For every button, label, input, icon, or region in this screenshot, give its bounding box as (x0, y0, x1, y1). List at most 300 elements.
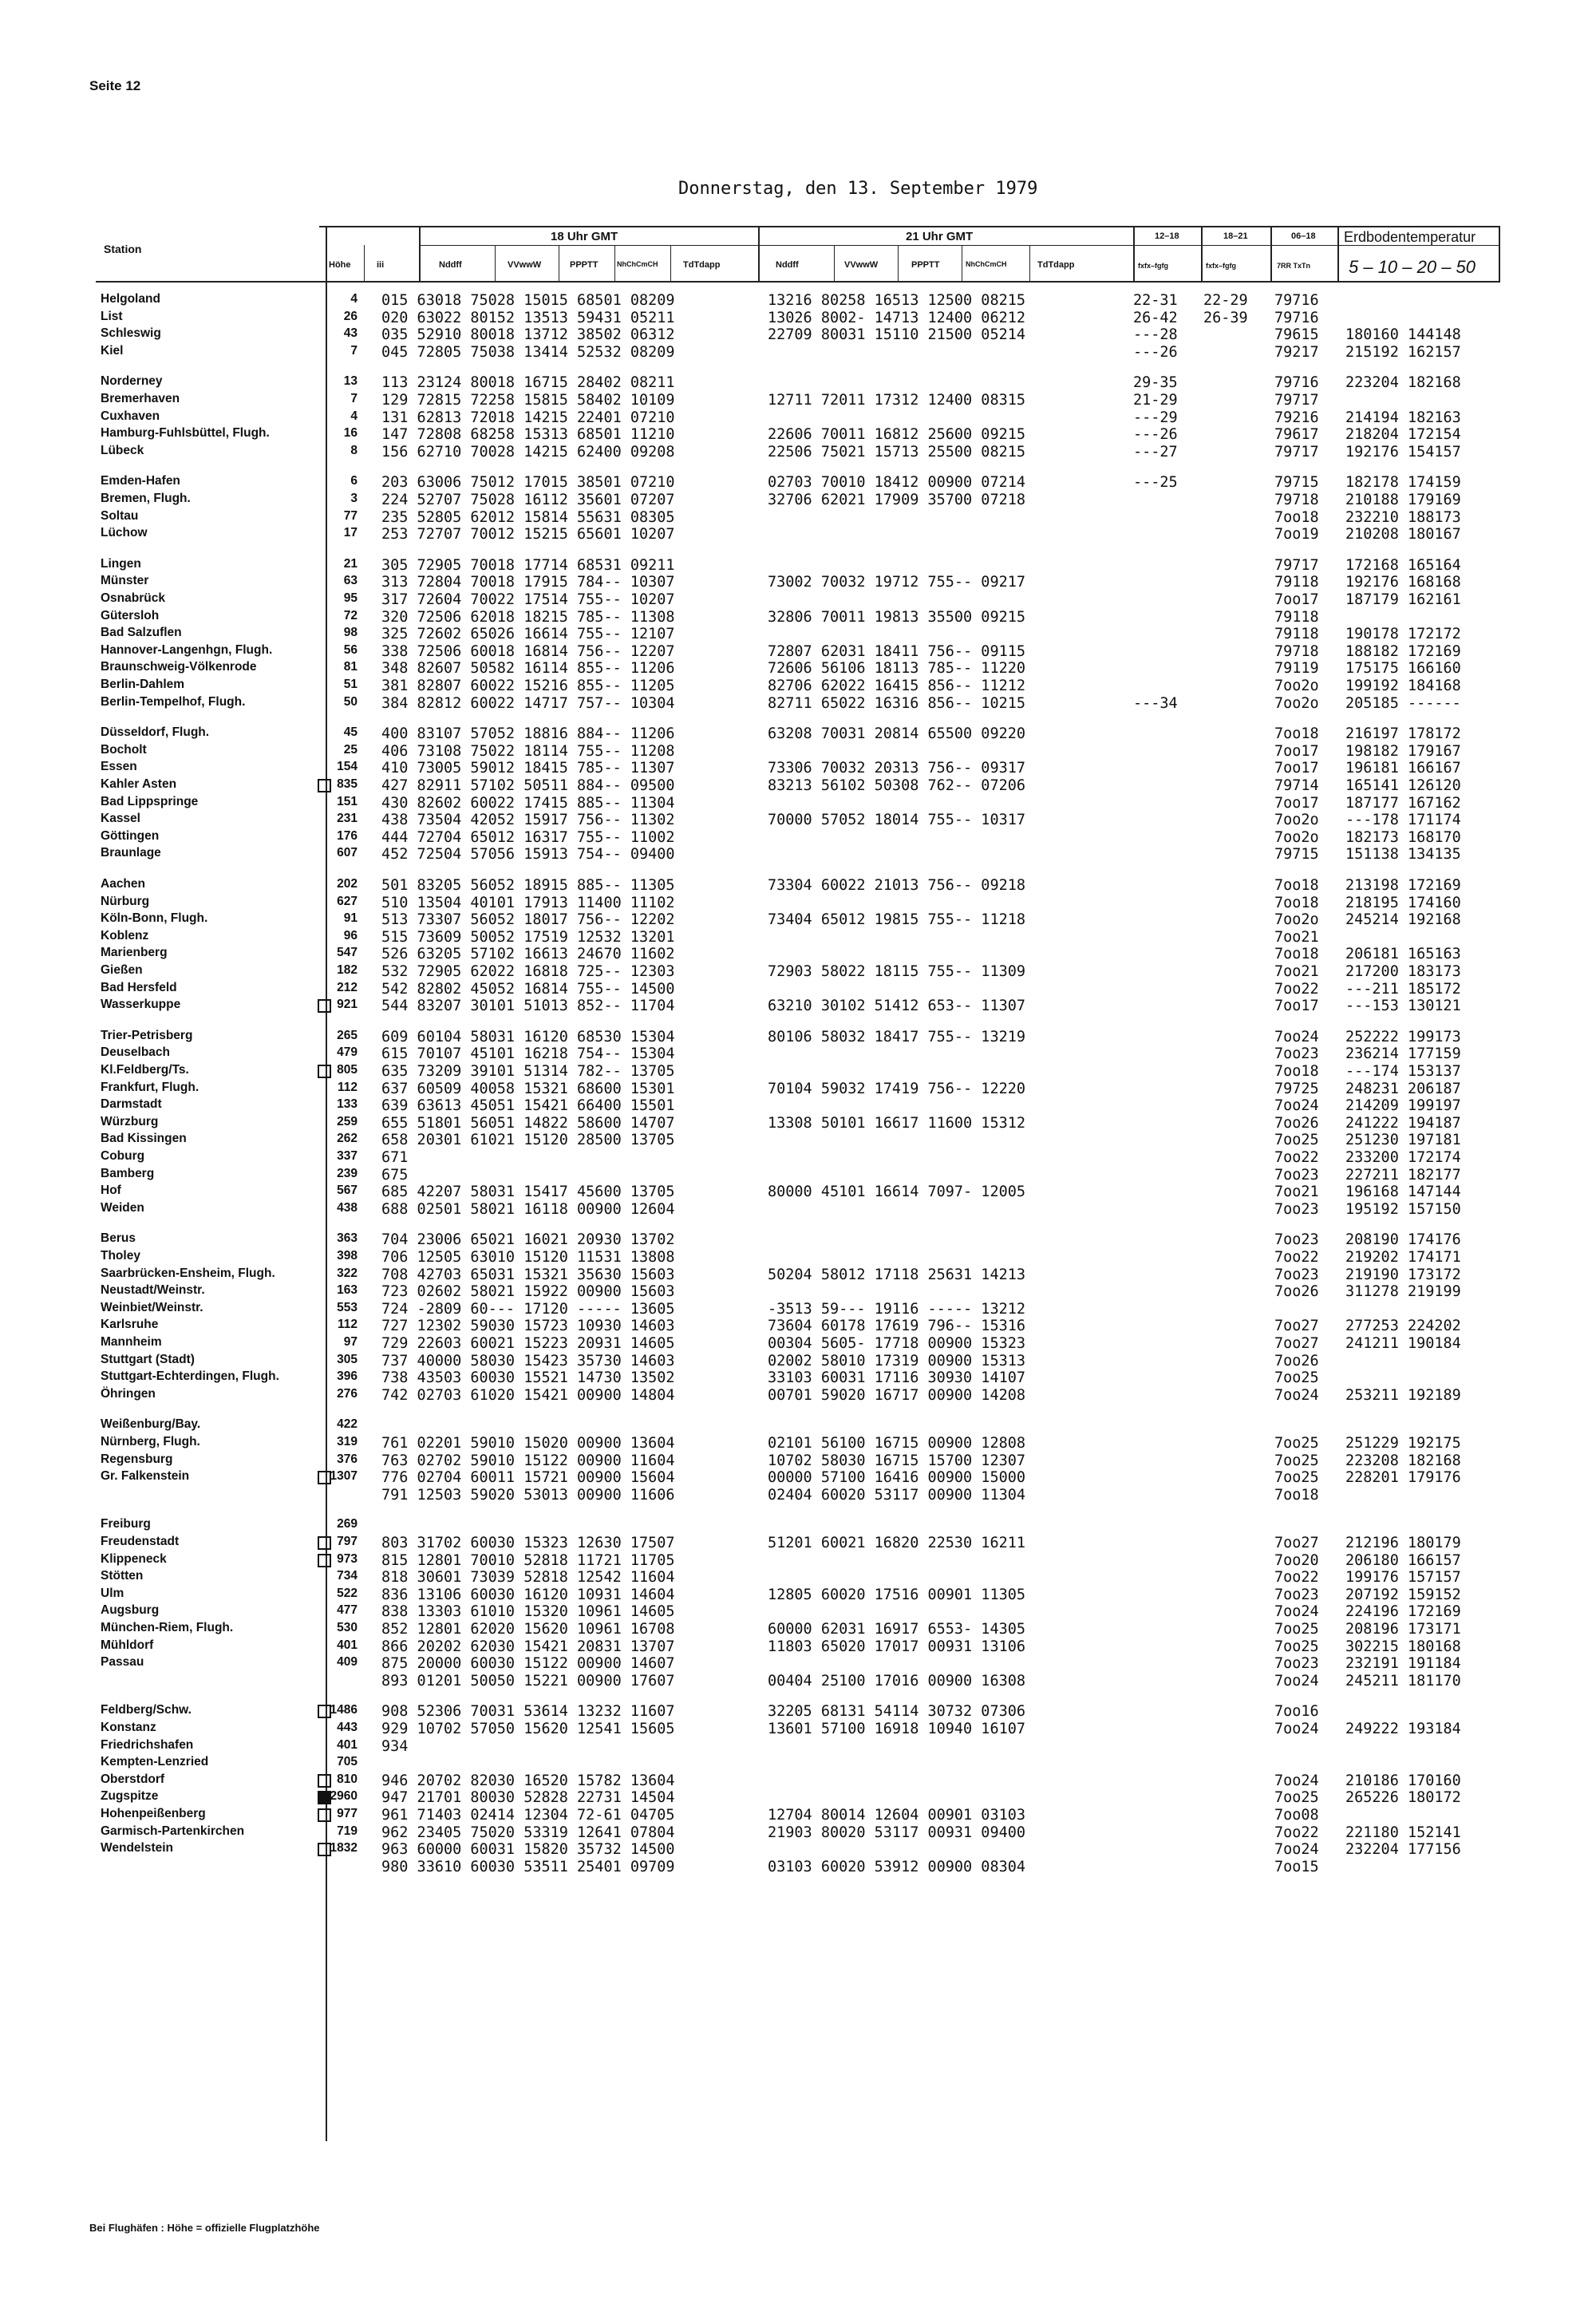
station-name-text: Essen (101, 760, 137, 773)
station-name-text: Berlin-Dahlem (101, 678, 185, 691)
group-06-18: 7oo25 (1274, 1621, 1319, 1638)
station-height: 133 (337, 1097, 358, 1111)
station-name (101, 1231, 324, 1246)
wind-18-21: 26-39 (1203, 310, 1248, 326)
obs-18-gmt: 685 42207 58031 15417 45600 13705 (381, 1184, 675, 1200)
soil-temperature: ---211 185172 (1345, 981, 1461, 998)
obs-21-gmt: 73002 70032 19712 755-- 09217 (768, 574, 1026, 591)
obs-21-gmt: 13026 8002- 14713 12400 06212 (768, 310, 1026, 326)
station-name-text: Kiel (101, 344, 124, 358)
soil-temperature: 232191 191184 (1345, 1655, 1461, 1672)
station-name (101, 812, 324, 826)
station-height: 4 (350, 292, 358, 306)
station-name-text: Augsburg (101, 1603, 160, 1617)
station-name (101, 344, 324, 358)
station-name (101, 1535, 324, 1549)
soil-temperature: 253211 192189 (1345, 1387, 1461, 1404)
obs-21-gmt: 32706 62021 17909 35700 07218 (768, 492, 1026, 508)
soil-temperature: 221180 152141 (1345, 1824, 1461, 1841)
station-name-text: Münster (101, 574, 149, 587)
station-name-text: Nürburg (101, 895, 150, 908)
station-name (101, 643, 324, 658)
obs-18-gmt: 963 60000 60031 15820 35732 14500 (381, 1841, 675, 1858)
group-06-18: 7oo21 (1274, 929, 1319, 946)
group-06-18: 7oo2o (1274, 812, 1319, 828)
obs-18-gmt: 015 63018 75028 15015 68501 08209 (381, 292, 675, 309)
soil-temperature: 219190 173172 (1345, 1267, 1461, 1283)
report-date: Donnerstag, den 13. September 1979 (678, 179, 1038, 199)
station-height: 231 (337, 812, 358, 825)
group-06-18: 7oo17 (1274, 795, 1319, 812)
obs-18-gmt: 526 63205 57102 16613 24670 11602 (381, 946, 675, 962)
soil-temperature: 207192 159152 (1345, 1587, 1461, 1603)
station-height: 530 (337, 1621, 358, 1634)
station-name (101, 1703, 324, 1717)
group-06-18: 7oo17 (1274, 760, 1319, 777)
station-height: 398 (337, 1249, 358, 1263)
station-name (101, 326, 324, 341)
obs-18-gmt: 742 02703 61020 15421 00900 14804 (381, 1387, 675, 1404)
station-height: 319 (337, 1435, 358, 1448)
station-name (101, 963, 324, 978)
soil-temperature: 217200 183173 (1345, 963, 1461, 980)
wind-18-21: 22-29 (1203, 292, 1248, 309)
wind-12-18: ---26 (1133, 344, 1178, 361)
soil-temperature: 199176 157157 (1345, 1569, 1461, 1586)
obs-21-gmt: 12704 80014 12604 00901 03103 (768, 1807, 1026, 1824)
soil-temperature: 175175 166160 (1345, 660, 1461, 677)
station-name-text: München-Riem, Flugh. (101, 1621, 234, 1634)
station-name (101, 1517, 324, 1531)
group-06-18: 7oo26 (1274, 1283, 1319, 1300)
obs-18-gmt: 313 72804 70018 17915 784-- 10307 (381, 574, 675, 591)
group-06-18: 79716 (1274, 374, 1319, 391)
station-name-text: Aachen (101, 877, 145, 891)
station-name-text: Bocholt (101, 743, 147, 757)
obs-18-gmt: 510 13504 40101 17913 11400 11102 (381, 895, 675, 911)
station-name (101, 1469, 324, 1484)
soil-temperature: 192176 168168 (1345, 574, 1461, 591)
soil-temperature: 227211 182177 (1345, 1167, 1461, 1184)
obs-18-gmt: 384 82812 60022 14717 757-- 10304 (381, 695, 675, 712)
obs-21-gmt: 72606 56106 18113 785-- 11220 (768, 660, 1026, 677)
station-height: 3 (350, 492, 358, 505)
station-name (101, 1841, 324, 1855)
soil-temperature: 241211 190184 (1345, 1335, 1461, 1352)
group-06-18: 7oo27 (1274, 1318, 1319, 1334)
obs-18-gmt: 706 12505 63010 15120 11531 13808 (381, 1249, 675, 1266)
soil-temperature: 232204 177156 (1345, 1841, 1461, 1858)
wind-12-18: 29-35 (1133, 374, 1178, 391)
station-name (101, 591, 324, 606)
station-height: 396 (337, 1369, 358, 1383)
soil-temperature: 208196 173171 (1345, 1621, 1461, 1638)
obs-18-gmt: 438 73504 42052 15917 756-- 11302 (381, 812, 675, 828)
obs-18-gmt: 544 83207 30101 51013 852-- 11704 (381, 998, 675, 1014)
station-name-text: Bad Kissingen (101, 1132, 187, 1145)
station-name-text: Kl.Feldberg/Ts. (101, 1063, 189, 1077)
station-height: 259 (337, 1115, 358, 1128)
group-06-18: 79715 (1274, 474, 1319, 491)
wind-12-18: 26-42 (1133, 310, 1178, 326)
header-18-col3: PPPTT (570, 260, 598, 270)
station-name-text: Norderney (101, 374, 163, 388)
station-height: 363 (337, 1231, 358, 1245)
station-name-text: Cuxhaven (101, 409, 160, 423)
group-06-18: 7oo2o (1274, 678, 1319, 694)
station-name (101, 660, 324, 674)
station-name (101, 743, 324, 757)
station-name (101, 1097, 324, 1112)
group-06-18: 7oo08 (1274, 1807, 1319, 1824)
station-name (101, 1184, 324, 1198)
station-name (101, 1369, 324, 1384)
obs-18-gmt: 980 33610 60030 53511 25401 09709 (381, 1859, 675, 1875)
soil-temperature: 187177 167162 (1345, 795, 1461, 812)
obs-18-gmt: 444 72704 65012 16317 755-- 11002 (381, 829, 675, 846)
wind-12-18: ---27 (1133, 444, 1178, 460)
obs-18-gmt: 129 72815 72258 15815 58402 10109 (381, 392, 675, 409)
soil-temperature: 224196 172169 (1345, 1603, 1461, 1620)
soil-temperature: 208190 174176 (1345, 1231, 1461, 1248)
station-name-text: Soltau (101, 509, 139, 523)
station-height: 26 (343, 310, 358, 323)
station-name (101, 626, 324, 640)
soil-temperature: ---153 130121 (1345, 998, 1461, 1014)
soil-temperature: 180160 144148 (1345, 326, 1461, 343)
wind-12-18: ---25 (1133, 474, 1178, 491)
footnote: Bei Flughäfen : Höhe = offizielle Flugplatzhöhe (89, 2222, 320, 2234)
obs-18-gmt: 763 02702 59010 15122 00900 11604 (381, 1452, 675, 1469)
station-name-text: Gr. Falkenstein (101, 1469, 190, 1483)
obs-18-gmt: 513 73307 56052 18017 756-- 12202 (381, 911, 675, 928)
station-name-text: Wendelstein (101, 1841, 174, 1855)
station-name-text: Göttingen (101, 829, 160, 843)
wind-12-18: ---28 (1133, 326, 1178, 343)
station-name (101, 1081, 324, 1095)
soil-temperature: 216197 178172 (1345, 725, 1461, 742)
station-name (101, 1353, 324, 1367)
station-height: 973 (337, 1552, 358, 1566)
station-height: 16 (343, 426, 358, 440)
obs-18-gmt: 738 43503 60030 15521 14730 13502 (381, 1369, 675, 1386)
header-06-18-sub: 7RR TxTn (1277, 262, 1311, 270)
obs-21-gmt: 10702 58030 16715 15700 12307 (768, 1452, 1026, 1469)
station-height: 734 (337, 1569, 358, 1583)
station-name-text: Kassel (101, 812, 140, 825)
station-height: 72 (343, 609, 358, 622)
obs-18-gmt: 946 20702 82030 16520 15782 13604 (381, 1772, 675, 1789)
obs-18-gmt: 427 82911 57102 50511 884-- 09500 (381, 777, 675, 794)
soil-temperature: 218195 174160 (1345, 895, 1461, 911)
station-name (101, 492, 324, 506)
obs-18-gmt: 235 52805 62012 15814 55631 08305 (381, 509, 675, 526)
station-name (101, 760, 324, 774)
obs-21-gmt: 83213 56102 50308 762-- 07206 (768, 777, 1026, 794)
station-name-text: Gießen (101, 963, 143, 977)
station-name-text: Bad Hersfeld (101, 981, 177, 994)
group-06-18: 7oo17 (1274, 591, 1319, 608)
soil-temperature: 251229 192175 (1345, 1435, 1461, 1452)
obs-21-gmt: 73306 70032 20313 756-- 09317 (768, 760, 1026, 777)
soil-temperature: 182178 174159 (1345, 474, 1461, 491)
obs-18-gmt: 637 60509 40058 15321 68600 15301 (381, 1081, 675, 1097)
station-name-text: Bad Lippspringe (101, 795, 199, 808)
station-name-text: Nürnberg, Flugh. (101, 1435, 200, 1448)
soil-temperature: 188182 172169 (1345, 643, 1461, 660)
station-height: 95 (343, 591, 358, 605)
group-06-18: 7oo18 (1274, 946, 1319, 962)
obs-18-gmt: 253 72707 70012 15215 65601 10207 (381, 526, 675, 543)
obs-18-gmt: 045 72805 75038 13414 52532 08209 (381, 344, 675, 361)
soil-temperature: 236214 177159 (1345, 1045, 1461, 1062)
obs-21-gmt: 22606 70011 16812 25600 09215 (768, 426, 1026, 443)
station-name (101, 1063, 324, 1077)
obs-21-gmt: 51201 60021 16820 22530 16211 (768, 1535, 1026, 1551)
station-name (101, 557, 324, 571)
obs-18-gmt: 515 73609 50052 17519 12532 13201 (381, 929, 675, 946)
obs-18-gmt: 791 12503 59020 53013 00900 11606 (381, 1487, 675, 1504)
station-name (101, 725, 324, 740)
station-height: 305 (337, 1353, 358, 1366)
header-21-col5: TdTdapp (1037, 260, 1075, 270)
group-06-18: 7oo21 (1274, 1184, 1319, 1200)
obs-21-gmt: 11803 65020 17017 00931 13106 (768, 1638, 1026, 1655)
station-name (101, 1789, 324, 1804)
obs-21-gmt: 63210 30102 51412 653-- 11307 (768, 998, 1026, 1014)
group-06-18: 79617 (1274, 426, 1319, 443)
station-height: 112 (337, 1318, 358, 1331)
obs-18-gmt: 381 82807 60022 15216 855-- 11205 (381, 678, 675, 694)
station-height: 438 (337, 1201, 358, 1215)
group-06-18: 7oo23 (1274, 1587, 1319, 1603)
group-06-18: 7oo24 (1274, 1387, 1319, 1404)
soil-temperature: 182173 168170 (1345, 829, 1461, 846)
group-06-18: 7oo24 (1274, 1097, 1319, 1114)
station-name-text: Öhringen (101, 1387, 156, 1401)
group-06-18: 79717 (1274, 557, 1319, 574)
station-name-text: Braunlage (101, 846, 161, 860)
header-station: Station (104, 243, 142, 255)
station-name (101, 981, 324, 995)
station-height: 25 (343, 743, 358, 757)
group-06-18: 7oo15 (1274, 1859, 1319, 1875)
obs-21-gmt: 02404 60020 53117 00900 11304 (768, 1487, 1026, 1504)
group-06-18: 7oo24 (1274, 1673, 1319, 1689)
station-name (101, 1452, 324, 1467)
obs-18-gmt: 203 63006 75012 17015 38501 07210 (381, 474, 675, 491)
obs-21-gmt: 32806 70011 19813 35500 09215 (768, 609, 1026, 626)
soil-temperature: 214209 199197 (1345, 1097, 1461, 1114)
group-06-18: 79716 (1274, 310, 1319, 326)
station-height: 239 (337, 1167, 358, 1180)
header-12-18: 12–18 (1155, 231, 1179, 241)
group-06-18: 7oo26 (1274, 1115, 1319, 1132)
soil-temperature: 210208 180167 (1345, 526, 1461, 543)
soil-temperature: 199192 184168 (1345, 678, 1461, 694)
obs-18-gmt: 338 72506 60018 16814 756-- 12207 (381, 643, 675, 660)
wind-12-18: ---34 (1133, 695, 1178, 712)
station-name-text: Ulm (101, 1587, 124, 1600)
station-height: 163 (337, 1283, 358, 1297)
station-height: 96 (343, 929, 358, 943)
station-name-text: Zugspitze (101, 1789, 159, 1803)
station-height: 182 (337, 963, 358, 977)
group-06-18: 7oo22 (1274, 1569, 1319, 1586)
group-06-18: 79725 (1274, 1081, 1319, 1097)
station-height: 553 (337, 1301, 358, 1314)
station-name (101, 678, 324, 692)
obs-21-gmt: -3513 59--- 19116 ----- 13212 (768, 1301, 1026, 1318)
group-06-18: 79118 (1274, 626, 1319, 642)
group-06-18: 7oo24 (1274, 1029, 1319, 1045)
group-06-18: 79118 (1274, 609, 1319, 626)
header-soil-depths: 5 – 10 – 20 – 50 (1349, 257, 1476, 277)
obs-21-gmt: 70000 57052 18014 755-- 10317 (768, 812, 1026, 828)
obs-18-gmt: 776 02704 60011 15721 00900 15604 (381, 1469, 675, 1486)
station-name (101, 946, 324, 960)
group-06-18: 7oo23 (1274, 1201, 1319, 1218)
obs-18-gmt: 532 72905 62022 16818 725-- 12303 (381, 963, 675, 980)
station-height: 401 (337, 1638, 358, 1652)
station-height: 81 (343, 660, 358, 674)
station-height: 719 (337, 1824, 358, 1838)
station-height: 797 (337, 1535, 358, 1548)
group-06-18: 7oo24 (1274, 1721, 1319, 1737)
station-name (101, 1283, 324, 1298)
station-name (101, 777, 324, 792)
soil-temperature: 196181 166167 (1345, 760, 1461, 777)
station-height: 443 (337, 1721, 358, 1734)
station-height: 810 (337, 1772, 358, 1786)
station-name-text: Koblenz (101, 929, 149, 943)
group-06-18: 7oo22 (1274, 1149, 1319, 1166)
soil-temperature: 277253 224202 (1345, 1318, 1461, 1334)
obs-18-gmt: 929 10702 57050 15620 12541 15605 (381, 1721, 675, 1737)
station-height: 567 (337, 1184, 358, 1197)
obs-18-gmt: 615 70107 45101 16218 754-- 15304 (381, 1045, 675, 1062)
station-height: 212 (337, 981, 358, 994)
station-name (101, 846, 324, 860)
header-06-18: 06–18 (1291, 231, 1316, 241)
soil-temperature: 206180 166157 (1345, 1552, 1461, 1569)
station-name (101, 1249, 324, 1263)
station-name-text: Bremen, Flugh. (101, 492, 191, 505)
obs-18-gmt: 727 12302 59030 15723 10930 14603 (381, 1318, 675, 1334)
soil-temperature: 248231 206187 (1345, 1081, 1461, 1097)
station-name-text: Saarbrücken-Ensheim, Flugh. (101, 1267, 275, 1280)
station-name (101, 1149, 324, 1164)
station-height: 8 (350, 444, 358, 457)
station-name (101, 1335, 324, 1350)
station-name-text: Berus (101, 1231, 136, 1245)
station-name-text: Marienberg (101, 946, 168, 959)
station-name-text: Darmstadt (101, 1097, 162, 1111)
obs-21-gmt: 13216 80258 16513 12500 08215 (768, 292, 1026, 309)
station-height: 4 (350, 409, 358, 423)
obs-18-gmt: 852 12801 62020 15620 10961 16708 (381, 1621, 675, 1638)
station-height: 269 (337, 1517, 358, 1531)
soil-temperature: 165141 126120 (1345, 777, 1461, 794)
station-name-text: Bad Salzuflen (101, 626, 182, 639)
soil-temperature: 252222 199173 (1345, 1029, 1461, 1045)
station-name (101, 1721, 324, 1735)
station-name-text: Weiden (101, 1201, 144, 1215)
obs-21-gmt: 21903 80020 53117 00931 09400 (768, 1824, 1026, 1841)
station-height: 77 (343, 509, 358, 523)
station-height: 91 (343, 911, 358, 925)
station-name-text: Kahler Asten (101, 777, 177, 791)
obs-18-gmt: 406 73108 75022 18114 755-- 11208 (381, 743, 675, 760)
obs-18-gmt: 671 (381, 1149, 409, 1166)
station-name-text: Lüchow (101, 526, 148, 539)
obs-21-gmt: 82706 62022 16415 856-- 11212 (768, 678, 1026, 694)
group-06-18: 79615 (1274, 326, 1319, 343)
group-06-18: 79216 (1274, 409, 1319, 426)
group-06-18: 7oo23 (1274, 1655, 1319, 1672)
obs-18-gmt: 348 82607 50582 16114 855-- 11206 (381, 660, 675, 677)
station-height: 337 (337, 1149, 358, 1163)
station-name-text: Coburg (101, 1149, 145, 1163)
obs-21-gmt: 22506 75021 15713 25500 08215 (768, 444, 1026, 460)
group-06-18: 7oo25 (1274, 1435, 1319, 1452)
soil-temperature: 215192 162157 (1345, 344, 1461, 361)
soil-temperature: 219202 174171 (1345, 1249, 1461, 1266)
soil-temperature: 213198 172169 (1345, 877, 1461, 894)
group-06-18: 7oo23 (1274, 1167, 1319, 1184)
obs-18-gmt: 325 72602 65026 16614 755-- 12107 (381, 626, 675, 642)
obs-21-gmt: 80106 58032 18417 755-- 13219 (768, 1029, 1026, 1045)
station-name (101, 1301, 324, 1315)
station-name (101, 574, 324, 588)
station-name (101, 526, 324, 540)
group-06-18: 7oo17 (1274, 998, 1319, 1014)
obs-18-gmt: 729 22603 60021 15223 20931 14605 (381, 1335, 675, 1352)
group-06-18: 7oo23 (1274, 1231, 1319, 1248)
station-name-text: Karlsruhe (101, 1318, 159, 1331)
soil-temperature: 311278 219199 (1345, 1283, 1461, 1300)
group-06-18: 7oo2o (1274, 695, 1319, 712)
station-height: 6 (350, 474, 358, 488)
station-name-text: Stuttgart (Stadt) (101, 1353, 195, 1366)
obs-21-gmt: 02002 58010 17319 00900 15313 (768, 1353, 1026, 1369)
station-name (101, 1132, 324, 1146)
group-06-18: 7oo22 (1274, 1249, 1319, 1266)
obs-21-gmt: 72903 58022 18115 755-- 11309 (768, 963, 1026, 980)
station-height: 627 (337, 895, 358, 908)
group-06-18: 79118 (1274, 574, 1319, 591)
obs-18-gmt: 317 72604 70022 17514 755-- 10207 (381, 591, 675, 608)
group-06-18: 7oo17 (1274, 743, 1319, 760)
station-name (101, 310, 324, 324)
group-06-18: 79217 (1274, 344, 1319, 361)
obs-18-gmt: 723 02602 58021 15922 00900 15603 (381, 1283, 675, 1300)
header-21-uhr: 21 Uhr GMT (906, 230, 974, 243)
obs-21-gmt: 12711 72011 17312 12400 08315 (768, 392, 1026, 409)
obs-21-gmt: 03103 60020 53912 00900 08304 (768, 1859, 1026, 1875)
station-height: 262 (337, 1132, 358, 1145)
obs-18-gmt: 020 63022 80152 13513 59431 05211 (381, 310, 675, 326)
obs-18-gmt: 147 72808 68258 15313 68501 11210 (381, 426, 675, 443)
station-name (101, 409, 324, 424)
obs-21-gmt: 73404 65012 19815 755-- 11218 (768, 911, 1026, 928)
obs-18-gmt: 908 52306 70031 53614 13232 11607 (381, 1703, 675, 1720)
wind-12-18: 22-31 (1133, 292, 1178, 309)
obs-18-gmt: 688 02501 58021 16118 00900 12604 (381, 1201, 675, 1218)
station-name-text: Hamburg-Fuhlsbüttel, Flugh. (101, 426, 270, 440)
obs-18-gmt: 542 82802 45052 16814 755-- 14500 (381, 981, 675, 998)
station-height: 21 (343, 557, 358, 571)
